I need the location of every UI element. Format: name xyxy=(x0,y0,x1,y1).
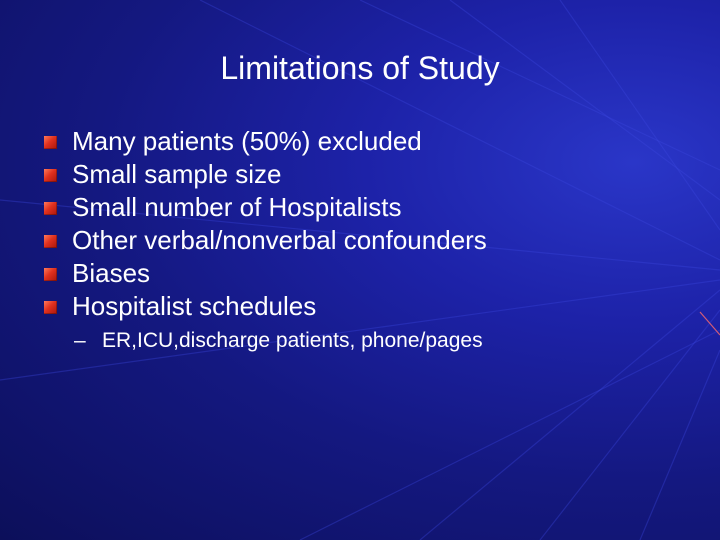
bullet-item xyxy=(44,290,487,323)
bullet-text: Biases xyxy=(72,258,151,288)
bullet-item xyxy=(44,257,487,290)
bullet-item xyxy=(44,158,487,191)
bullet-text: Hospitalist schedules xyxy=(72,291,317,321)
bullet-text: Many patients (50%) excluded xyxy=(72,126,422,156)
bullet-text: Other verbal/nonverbal confounders xyxy=(72,225,487,255)
bullet-square-icon xyxy=(44,202,57,215)
bullet-square-icon xyxy=(44,235,57,248)
bullet-item xyxy=(44,191,487,224)
sub-bullet-text: ER,ICU,discharge patients, phone/pages xyxy=(102,329,483,352)
slide-title: Limitations of Study xyxy=(220,50,500,86)
bullet-list xyxy=(44,125,487,323)
bullet-text: Small number of Hospitalists xyxy=(72,192,402,222)
sub-bullet-dash: – xyxy=(74,329,86,352)
bullet-square-icon xyxy=(44,268,57,281)
bullet-item xyxy=(44,125,487,158)
bullet-square-icon xyxy=(44,301,57,314)
bullet-item xyxy=(44,224,487,257)
bullet-square-icon xyxy=(44,169,57,182)
sub-bullet-item xyxy=(74,327,483,355)
bullet-square-icon xyxy=(44,136,57,149)
bullet-text: Small sample size xyxy=(72,159,282,189)
